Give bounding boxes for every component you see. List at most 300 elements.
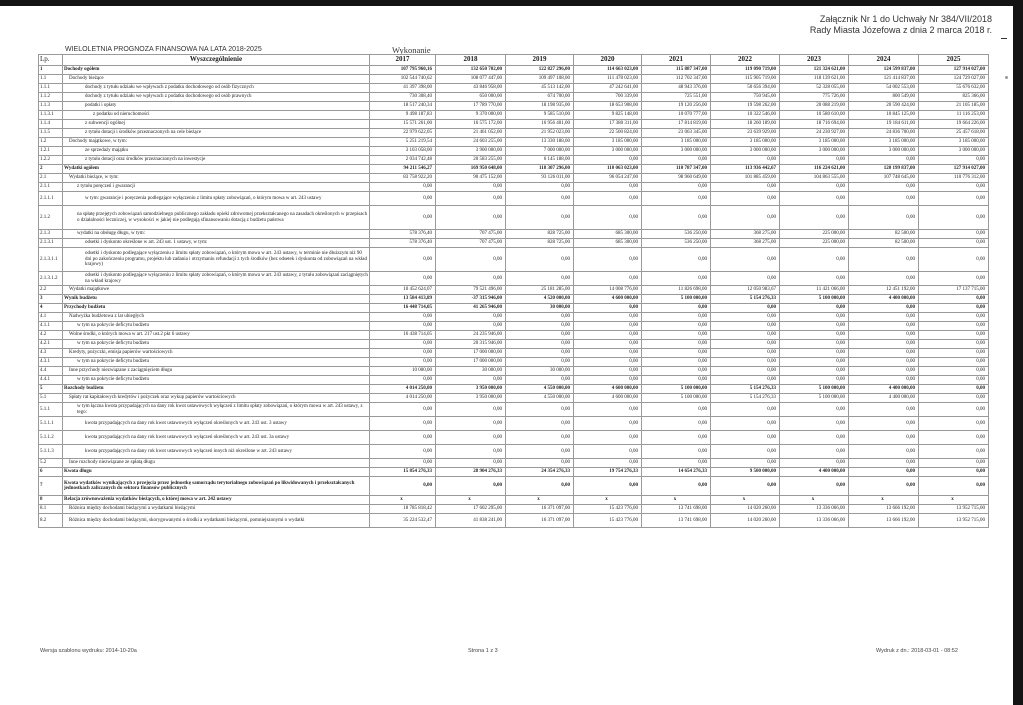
value-cell: 0,00 [370, 431, 436, 445]
value-cell: 18 716 694,00 [780, 120, 849, 129]
value-cell: 0,00 [919, 192, 989, 206]
table-row [39, 129, 989, 138]
value-cell: 12 050 983,67 [711, 286, 780, 295]
value-cell: 82 500,00 [849, 230, 919, 239]
value-cell: 0,00 [370, 183, 436, 192]
value-cell: 13 741 698,00 [642, 514, 711, 528]
value-cell: 17 380 311,00 [574, 120, 642, 129]
value-cell: 18 260 189,00 [711, 120, 780, 129]
col-header-year: 2025 [919, 55, 989, 66]
row-description: odsetki i dyskonto podlegające wyłączeniu z limitu spłaty zobowiązań, o którym mowa w art. 243 ustawy, z tytułu zobowiązań zaciągniętych na wkład krajowy [63, 272, 370, 286]
value-cell: 30 000,00 [436, 367, 506, 376]
value-cell: 3 000 000,00 [711, 147, 780, 156]
value-cell: 0,00 [849, 445, 919, 459]
table-row [39, 349, 989, 358]
value-cell: 0,00 [849, 358, 919, 367]
scan-edge-right [1013, 0, 1023, 705]
value-cell: 41 265 946,00 [436, 304, 506, 313]
value-cell: 0,00 [506, 322, 574, 331]
value-cell: 101 885 459,00 [711, 174, 780, 183]
value-cell: 19 598 262,00 [711, 102, 780, 111]
value-cell: 13 336 066,00 [780, 505, 849, 514]
value-cell: 124 729 027,00 [919, 75, 989, 84]
value-cell: 0,00 [574, 431, 642, 445]
table-row [39, 93, 989, 102]
value-cell: 0,00 [711, 206, 780, 230]
value-cell: 107 748 645,00 [849, 174, 919, 183]
row-description: z subwencji ogólnej [63, 120, 370, 129]
value-cell: 0,00 [370, 417, 436, 431]
value-cell: 24 354 276,33 [506, 468, 574, 477]
value-cell: 0,00 [506, 477, 574, 496]
value-cell: 20 315 946,00 [436, 340, 506, 349]
value-cell: 0,00 [780, 192, 849, 206]
value-cell: 20 583 255,00 [436, 156, 506, 165]
value-cell: 115 887 347,00 [642, 66, 711, 75]
table-row [39, 403, 989, 417]
value-cell: 0,00 [574, 477, 642, 496]
value-cell: 0,00 [711, 376, 780, 385]
value-cell: 0,00 [370, 403, 436, 417]
value-cell: 0,00 [370, 340, 436, 349]
value-cell: 10 580 610,00 [780, 111, 849, 120]
col-header-year: 2019 [506, 55, 574, 66]
value-cell: 0,00 [436, 248, 506, 272]
value-cell: 0,00 [780, 358, 849, 367]
value-cell: 24 603 255,00 [436, 138, 506, 147]
value-cell: 18 785 818,42 [370, 505, 436, 514]
value-cell: 0,00 [711, 459, 780, 468]
value-cell: 0,00 [711, 358, 780, 367]
value-cell: 0,00 [919, 248, 989, 272]
value-cell: 0,00 [642, 459, 711, 468]
value-cell: 0,00 [506, 349, 574, 358]
value-cell: 10 000,00 [370, 367, 436, 376]
value-cell: 6 145 188,00 [506, 156, 574, 165]
value-cell: 43 846 958,00 [436, 84, 506, 93]
value-cell: 17 137 715,00 [919, 286, 989, 295]
value-cell: 0,00 [849, 477, 919, 496]
value-cell: 0,00 [642, 322, 711, 331]
value-cell: 0,00 [711, 331, 780, 340]
value-cell: 0,00 [849, 322, 919, 331]
value-cell: 0,00 [780, 477, 849, 496]
value-cell: 0,00 [642, 206, 711, 230]
value-cell: 5 154 276,33 [711, 295, 780, 304]
table-row [39, 304, 989, 313]
value-cell: 0,00 [711, 367, 780, 376]
table-row [39, 272, 989, 286]
value-cell: 725 551,00 [642, 93, 711, 102]
value-cell: 10 845 125,00 [849, 111, 919, 120]
annex-note [742, 14, 992, 36]
value-cell: 800 549,00 [849, 93, 919, 102]
value-cell: 48 943 376,00 [642, 84, 711, 93]
scan-edge-top [0, 0, 1023, 6]
footer-print-date: Wydruk z dn.: 2018-03-01 - 08:52 [876, 648, 958, 654]
table-row [39, 66, 989, 75]
value-cell: 0,00 [849, 403, 919, 417]
value-cell: 0,00 [436, 322, 506, 331]
value-cell: 13 330 188,00 [506, 138, 574, 147]
row-number: 2.1.3.1.1 [39, 248, 63, 272]
value-cell: x [642, 496, 711, 505]
row-description: Wolne środki, o których mowa w art. 217 ust.2 pkt 6 ustawy [63, 331, 370, 340]
row-number: 4.1.1 [39, 322, 63, 331]
value-cell: 0,00 [849, 331, 919, 340]
value-cell: 0,00 [780, 367, 849, 376]
value-cell: x [919, 496, 989, 505]
row-description: dochody z tytułu udziału we wpływach z podatku dochodowego od osób prawnych [63, 93, 370, 102]
value-cell: 0,00 [919, 394, 989, 403]
value-cell: x [574, 496, 642, 505]
value-cell: 120 199 837,00 [849, 165, 919, 174]
value-cell: 0,00 [506, 183, 574, 192]
value-cell: 0,00 [919, 272, 989, 286]
row-description: Kwota wydatków wynikających z przejęcia przez jednostkę samorządu terytorialnego zobowiązań po likwidowanych i przekształcanych jednostkach zaliczanych do sektora finansów publicznych [63, 477, 370, 496]
row-number: 5.1.1.3 [39, 445, 63, 459]
value-cell: 28 904 276,33 [436, 468, 506, 477]
table-row [39, 111, 989, 120]
table-row [39, 367, 989, 376]
value-cell: 3 103 058,00 [370, 147, 436, 156]
row-description: odsetki i dyskonto podlegające wyłączeniu z limitu spłaty zobowiązań, o którym mowa w art. 243 ustawy, w terminie nie dłuższym niż 90 dni po zakończeniu programu, projektu lub zadania i otrzymaniu refundacji z tych środków (bez odsetek i dyskonta od zobowiązań na wkład krajowy) [63, 248, 370, 272]
value-cell: 110 063 023,00 [574, 165, 642, 174]
table-row [39, 417, 989, 431]
value-cell: 0,00 [370, 248, 436, 272]
value-cell: 0,00 [370, 477, 436, 496]
value-cell: 0,00 [780, 331, 849, 340]
row-number: 2 [39, 165, 63, 174]
value-cell: 124 599 837,00 [849, 66, 919, 75]
value-cell: 108 077 447,00 [436, 75, 506, 84]
value-cell: 112 702 347,00 [642, 75, 711, 84]
value-cell: 7 000 000,00 [506, 147, 574, 156]
value-cell: 13 952 715,00 [919, 514, 989, 528]
value-cell: 0,00 [919, 230, 989, 239]
value-cell: 17 814 819,00 [642, 120, 711, 129]
value-cell: 16 371 097,00 [506, 505, 574, 514]
row-description: kwota przypadających na dany rok kwot ustawowych wyłączeń określonych w art. 243 ust. 3a ustawy [63, 431, 370, 445]
value-cell: 0,00 [370, 358, 436, 367]
row-number: 2.1.3 [39, 230, 63, 239]
value-cell: 0,00 [574, 192, 642, 206]
value-cell: 24 230 927,00 [780, 129, 849, 138]
value-cell: 109 497 108,00 [506, 75, 574, 84]
value-cell: 0,00 [711, 445, 780, 459]
value-cell: 0,00 [574, 304, 642, 313]
value-cell: 0,00 [711, 477, 780, 496]
value-cell: 0,00 [370, 445, 436, 459]
value-cell: 3 950 000,00 [436, 385, 506, 394]
table-row [39, 505, 989, 514]
value-cell: 13 666 192,00 [849, 505, 919, 514]
value-cell: 0,00 [780, 183, 849, 192]
value-cell: 368 275,00 [711, 239, 780, 248]
value-cell: 14 020 260,00 [711, 505, 780, 514]
scan-mark-dot [1005, 76, 1008, 79]
table-row [39, 230, 989, 239]
value-cell: 0,00 [370, 206, 436, 230]
value-cell: 25 457 618,00 [919, 129, 989, 138]
value-cell: 41 838 241,00 [436, 514, 506, 528]
value-cell: 0,00 [711, 417, 780, 431]
value-cell: 0,00 [780, 304, 849, 313]
value-cell: 10 452 624,07 [370, 286, 436, 295]
value-cell: 0,00 [919, 322, 989, 331]
value-cell: 94 211 546,27 [370, 165, 436, 174]
col-header-year: 2024 [849, 55, 919, 66]
row-number: 1 [39, 66, 63, 75]
value-cell: 9 825 148,00 [574, 111, 642, 120]
value-cell: 0,00 [642, 272, 711, 286]
col-header-description: Wyszczególnienie [63, 55, 370, 66]
row-number: 4.2 [39, 331, 63, 340]
value-cell: 0,00 [919, 304, 989, 313]
value-cell: 35 224 532,47 [370, 514, 436, 528]
value-cell: 5 154 276,33 [711, 394, 780, 403]
row-description: Relacja zrównoważenia wydatków bieżących, o której mowa w art. 242 ustawy [63, 496, 370, 505]
value-cell: 0,00 [574, 376, 642, 385]
row-description: z tytułu poręczeń i gwarancji [63, 183, 370, 192]
row-description: dochody z tytułu udziału we wpływach z podatku dochodowego od osób fizycznych [63, 84, 370, 93]
row-description: Inne rozchody niezwiązane ze spłatą długu [63, 459, 370, 468]
row-number: 6 [39, 468, 63, 477]
row-description: w tym na pokrycie deficytu budżetu [63, 322, 370, 331]
value-cell: 0,00 [642, 417, 711, 431]
value-cell: 0,00 [370, 376, 436, 385]
value-cell: 0,00 [919, 239, 989, 248]
value-cell: 536 250,00 [642, 230, 711, 239]
value-cell: 0,00 [574, 459, 642, 468]
value-cell: 4 400 000,00 [849, 295, 919, 304]
value-cell: 674 700,00 [506, 93, 574, 102]
value-cell: 0,00 [642, 403, 711, 417]
value-cell: 0,00 [849, 459, 919, 468]
value-cell: 0,00 [711, 248, 780, 272]
value-cell: 3 000 000,00 [849, 147, 919, 156]
value-cell: 0,00 [849, 248, 919, 272]
value-cell: 707 475,00 [436, 239, 506, 248]
row-description: w tym na pokrycie deficytu budżetu [63, 376, 370, 385]
value-cell: 5 100 000,00 [780, 385, 849, 394]
value-cell: 0,00 [919, 445, 989, 459]
value-cell: 10 322 546,00 [711, 111, 780, 120]
value-cell: 825 366,00 [919, 93, 989, 102]
value-cell: 0,00 [642, 313, 711, 322]
value-cell: 685 300,00 [574, 230, 642, 239]
row-description: kwota przypadających na dany rok kwot ustawowych wyłączeń innych niż określone w art. 243 ustawy [63, 445, 370, 459]
row-description: Różnica między dochodami bieżącymi, skorygowanymi o środki a wydatkami bieżącymi, pomniejszonymi o wydatki [63, 514, 370, 528]
value-cell: 16 448 714,05 [370, 304, 436, 313]
row-description: Spłaty rat kapitałowych kredytów i pożyczek oraz wykup papierów wartościowych [63, 394, 370, 403]
value-cell: 536 250,00 [642, 239, 711, 248]
value-cell: 121 324 621,00 [780, 66, 849, 75]
row-number: 2.1.1.1 [39, 192, 63, 206]
value-cell: 0,00 [642, 304, 711, 313]
value-cell: 45 513 142,00 [506, 84, 574, 93]
table-row [39, 322, 989, 331]
value-cell: 0,00 [780, 431, 849, 445]
value-cell: 0,00 [370, 192, 436, 206]
row-number: 5.2 [39, 459, 63, 468]
value-cell: 750 945,00 [711, 93, 780, 102]
value-cell: 0,00 [506, 358, 574, 367]
value-cell: x [370, 496, 436, 505]
value-cell: 0,00 [919, 431, 989, 445]
value-cell: 0,00 [711, 349, 780, 358]
value-cell: 0,00 [574, 349, 642, 358]
value-cell: 775 726,00 [780, 93, 849, 102]
value-cell: 0,00 [436, 376, 506, 385]
row-number: 8 [39, 496, 63, 505]
value-cell: 55 676 632,00 [919, 84, 989, 93]
row-number: 1.2.1 [39, 147, 63, 156]
table-row [39, 431, 989, 445]
value-cell: 0,00 [574, 322, 642, 331]
value-cell: 9 370 000,00 [436, 111, 506, 120]
value-cell: 0,00 [780, 272, 849, 286]
row-number: 2.1.2 [39, 206, 63, 230]
value-cell: 3 950 000,00 [436, 394, 506, 403]
value-cell: 0,00 [780, 417, 849, 431]
value-cell: 0,00 [849, 468, 919, 477]
value-cell: 0,00 [574, 156, 642, 165]
value-cell: 0,00 [919, 376, 989, 385]
value-cell: 0,00 [919, 295, 989, 304]
value-cell: 116 224 621,00 [780, 165, 849, 174]
value-cell: 25 181 285,00 [506, 286, 574, 295]
value-cell: 22 500 824,00 [574, 129, 642, 138]
value-cell: 0,00 [506, 459, 574, 468]
col-header-year: 2022 [711, 55, 780, 66]
value-cell: 0,00 [780, 376, 849, 385]
value-cell: 0,00 [436, 417, 506, 431]
row-description: Wynik budżetu [63, 295, 370, 304]
value-cell: 113 936 442,67 [711, 165, 780, 174]
value-cell: 15 423 776,00 [574, 514, 642, 528]
value-cell: 11 421 066,00 [780, 286, 849, 295]
value-cell: 3 185 000,00 [919, 138, 989, 147]
row-number: 4.4 [39, 367, 63, 376]
col-header-year: 2020 [574, 55, 642, 66]
value-cell: 17 000 000,00 [436, 349, 506, 358]
value-cell: 828 725,00 [506, 230, 574, 239]
value-cell: 0,00 [370, 313, 436, 322]
row-description: Kredyty, pożyczki, emisja papierów wartościowych [63, 349, 370, 358]
row-description: w tym: gwarancje i poręczenia podlegające wyłączeniu z limitu spłaty zobowiązań, o którym mowa w art. 243 ustawy [63, 192, 370, 206]
value-cell: 3 185 000,00 [642, 138, 711, 147]
value-cell: 0,00 [711, 272, 780, 286]
table-row [39, 385, 989, 394]
row-number: 1.1.3.1 [39, 111, 63, 120]
value-cell: 0,00 [506, 248, 574, 272]
value-cell: 0,00 [642, 477, 711, 496]
value-cell: 114 663 023,00 [574, 66, 642, 75]
value-cell: 0,00 [574, 417, 642, 431]
value-cell: 0,00 [506, 340, 574, 349]
annex-line-2: Rady Miasta Józefowa z dnia 2 marca 2018 r. [809, 25, 992, 35]
value-cell: 4 014 250,00 [370, 385, 436, 394]
value-cell: 79 521 496,00 [436, 286, 506, 295]
value-cell: 0,00 [780, 248, 849, 272]
value-cell: 0,00 [642, 445, 711, 459]
value-cell: 5 100 000,00 [780, 394, 849, 403]
table-row [39, 248, 989, 272]
row-number: 8.1 [39, 505, 63, 514]
value-cell: 0,00 [919, 183, 989, 192]
table-row [39, 183, 989, 192]
row-description: Dochody ogółem [63, 66, 370, 75]
value-cell: 3 000 000,00 [919, 147, 989, 156]
row-number: 3 [39, 295, 63, 304]
value-cell: 11 116 253,00 [919, 111, 989, 120]
value-cell: 0,00 [849, 376, 919, 385]
value-cell: 119 090 719,00 [711, 66, 780, 75]
value-cell: 13 666 192,00 [849, 514, 919, 528]
value-cell: 13 336 066,00 [780, 514, 849, 528]
value-cell: 0,00 [642, 349, 711, 358]
value-cell: 104 863 555,00 [780, 174, 849, 183]
value-cell: 15 423 776,00 [574, 505, 642, 514]
value-cell: 0,00 [780, 322, 849, 331]
row-number: 4.3 [39, 349, 63, 358]
row-number: 1.1.3 [39, 102, 63, 111]
value-cell: 4 400 000,00 [780, 468, 849, 477]
value-cell: 9 585 510,00 [506, 111, 574, 120]
value-cell: 14 008 776,00 [574, 286, 642, 295]
value-cell: 0,00 [711, 340, 780, 349]
value-cell: 0,00 [436, 272, 506, 286]
col-header-lp: Lp. [39, 55, 63, 66]
row-description: w tym łączna kwota przypadających na dany rok kwot ustawowych wyłączeń z limitu spłaty zobowiązań, o którym mowa w art. 243 ustawy, z tego: [63, 403, 370, 417]
row-description: Kwota długu [63, 468, 370, 477]
table-row [39, 468, 989, 477]
value-cell: 23 063 345,00 [642, 129, 711, 138]
table-row [39, 84, 989, 93]
value-cell: 0,00 [506, 417, 574, 431]
table-row [39, 376, 989, 385]
value-cell: 19 664 226,00 [919, 120, 989, 129]
value-cell: 17 000 000,00 [436, 358, 506, 367]
table-row [39, 239, 989, 248]
col-header-year: 2021 [642, 55, 711, 66]
row-description: podatki i opłaty [63, 102, 370, 111]
value-cell: 5 154 276,33 [711, 385, 780, 394]
value-cell: 0,00 [780, 313, 849, 322]
value-cell: 9 500 000,00 [711, 468, 780, 477]
row-description: wydatki na obsługę długu, w tym: [63, 230, 370, 239]
value-cell: 0,00 [919, 313, 989, 322]
table-row [39, 174, 989, 183]
value-cell: 54 002 553,00 [849, 84, 919, 93]
value-cell: 0,00 [436, 477, 506, 496]
value-cell: 0,00 [849, 349, 919, 358]
value-cell: 0,00 [711, 192, 780, 206]
col-header-year: 2023 [780, 55, 849, 66]
value-cell: 18 198 935,00 [506, 102, 574, 111]
value-cell: 0,00 [780, 459, 849, 468]
value-cell: 730 308,40 [370, 93, 436, 102]
value-cell: 17 789 770,00 [436, 102, 506, 111]
value-cell: 0,00 [711, 322, 780, 331]
row-number: 4.2.1 [39, 340, 63, 349]
value-cell: 83 758 922,20 [370, 174, 436, 183]
value-cell: 578 376,40 [370, 239, 436, 248]
value-cell: 20 088 219,00 [780, 102, 849, 111]
value-cell: 127 914 027,00 [919, 66, 989, 75]
row-description: w tym na pokrycie deficytu budżetu [63, 358, 370, 367]
